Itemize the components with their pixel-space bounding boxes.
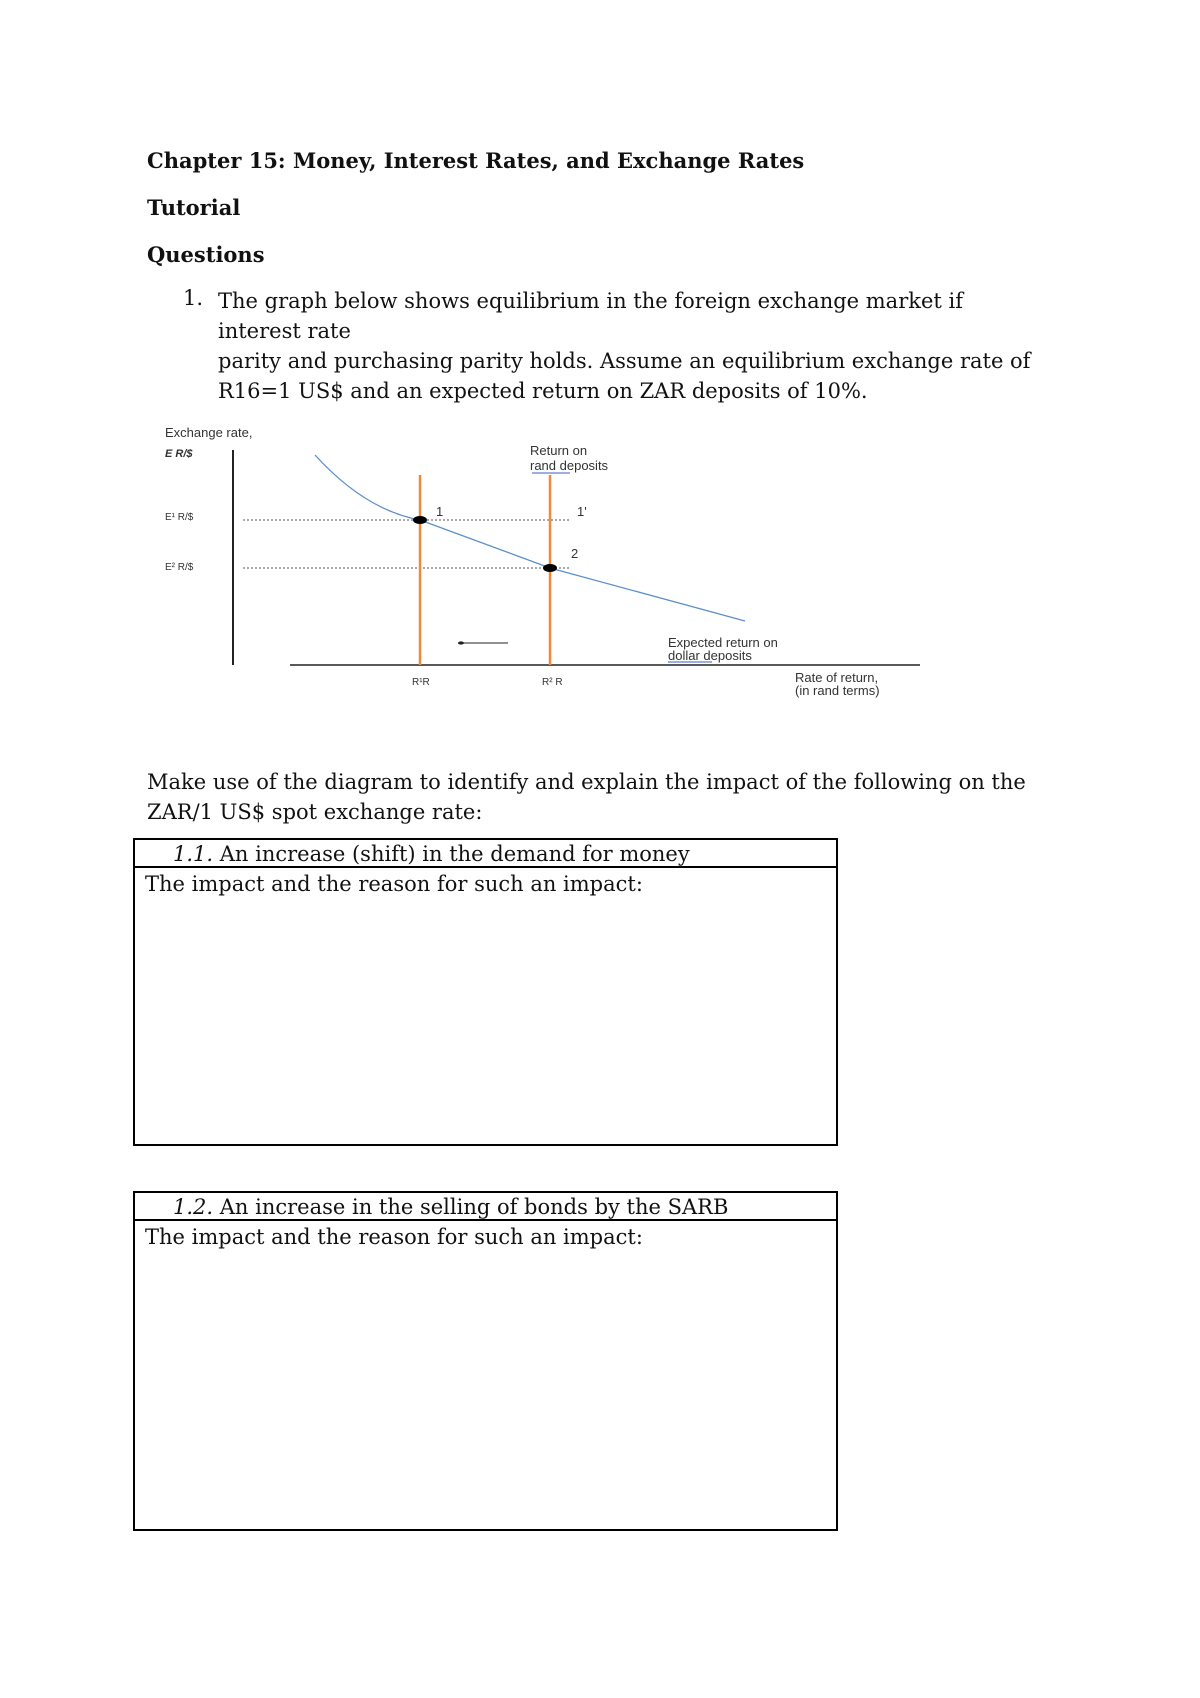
- dollar-return-curve: [315, 455, 745, 621]
- instruction-text: [147, 767, 1026, 827]
- arrow-head: [458, 641, 464, 644]
- e1-label: E¹ R/$: [165, 512, 194, 523]
- x-axis-label-2: (in rand terms): [795, 683, 880, 698]
- y-axis-symbol: E R/$: [165, 448, 193, 460]
- sub-question-number: 1.2.: [173, 1195, 214, 1219]
- y-axis-label: Exchange rate,: [165, 425, 253, 440]
- question-line: R16=1 US$ and an expected return on ZAR deposits of 10%.: [218, 379, 868, 403]
- dollar-curve-label-2: dollar deposits: [668, 648, 752, 663]
- answer-box-header: [135, 1193, 836, 1221]
- r2-label: R² R: [542, 677, 563, 688]
- question-number: 1.: [183, 286, 204, 310]
- question-line: The graph below shows equilibrium in the foreign exchange market if interest rate: [218, 289, 963, 343]
- answer-box-1-2: [133, 1191, 838, 1531]
- question-line: parity and purchasing parity holds. Assume an equilibrium exchange rate of: [218, 349, 1031, 373]
- answer-prompt: The impact and the reason for such an impact:: [145, 872, 643, 896]
- equilibrium-point-2: [543, 564, 557, 572]
- equilibrium-point-1: [413, 516, 427, 524]
- rand-curve-label-2: rand deposits: [530, 458, 609, 473]
- point-2-label: 2: [571, 546, 579, 561]
- answer-box-header: [135, 840, 836, 868]
- r1-label: R¹R: [412, 677, 430, 688]
- sub-question-number: 1.1.: [173, 842, 214, 866]
- instruction-line: Make use of the diagram to identify and explain the impact of the following on the: [147, 770, 1026, 794]
- dollar-curve-label-1: Expected return on: [668, 635, 778, 650]
- exchange-rate-diagram: [150, 415, 940, 715]
- answer-prompt: The impact and the reason for such an impact:: [145, 1225, 643, 1249]
- point-1-label: 1: [436, 504, 444, 519]
- question-text: [218, 286, 1048, 406]
- e2-label: E² R/$: [165, 562, 194, 573]
- x-axis-label-1: Rate of return,: [795, 670, 879, 685]
- tutorial-heading: Tutorial: [147, 195, 241, 220]
- point-1-prime-label: 1': [577, 504, 587, 519]
- questions-heading: Questions: [147, 242, 265, 267]
- sub-question-title: An increase (shift) in the demand for money: [213, 842, 690, 866]
- answer-box-1-1: [133, 838, 838, 1146]
- answer-area[interactable]: [135, 1221, 836, 1251]
- instruction-line: ZAR/1 US$ spot exchange rate:: [147, 800, 483, 824]
- answer-area[interactable]: [135, 868, 836, 898]
- sub-question-title: An increase in the selling of bonds by the SARB: [213, 1195, 729, 1219]
- page-title: Chapter 15: Money, Interest Rates, and Exchange Rates: [147, 148, 805, 173]
- rand-curve-label-1: Return on: [530, 443, 588, 458]
